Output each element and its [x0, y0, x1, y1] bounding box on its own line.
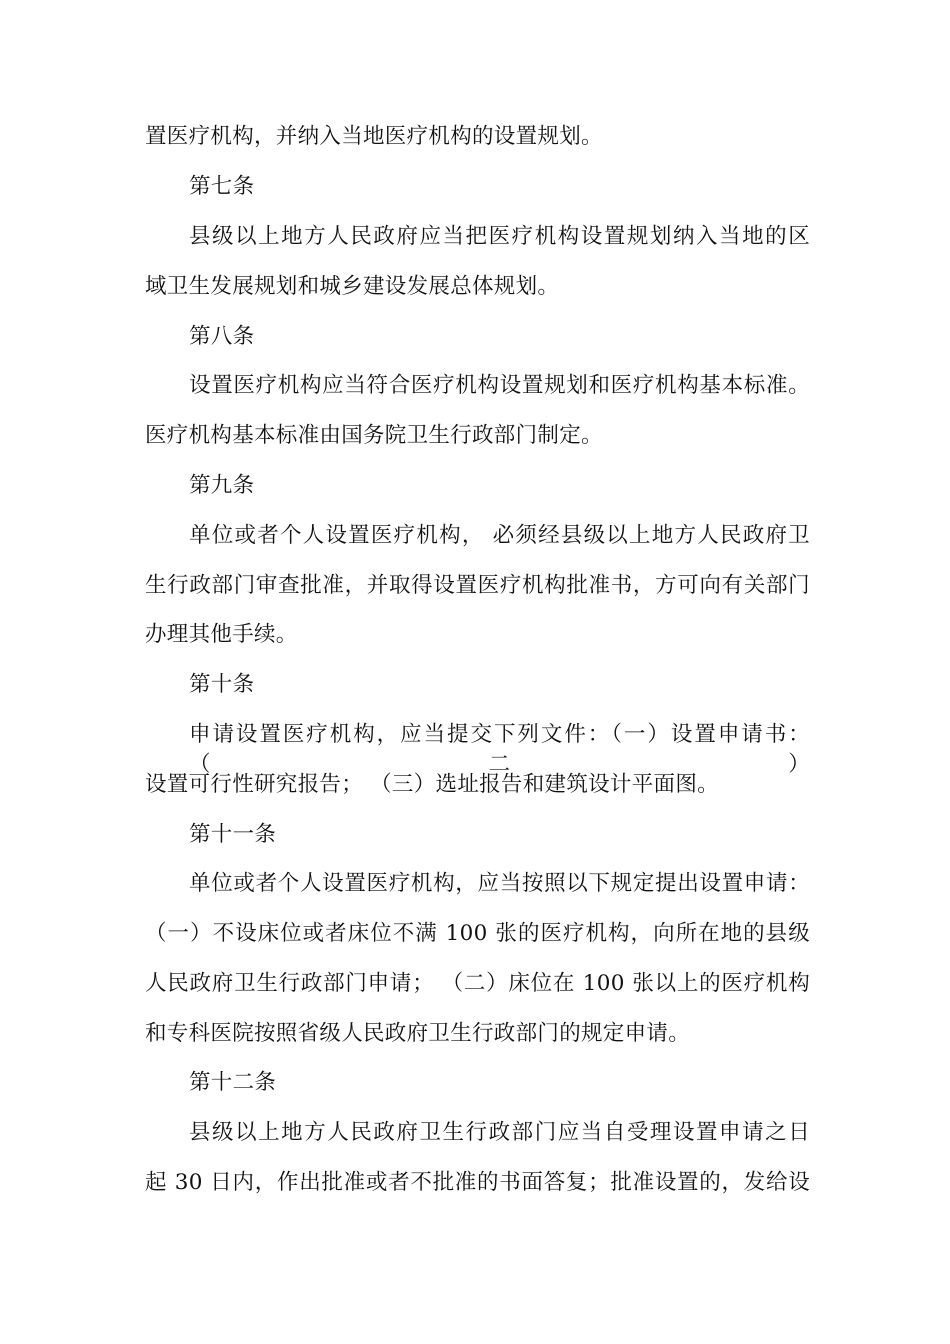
- article-7-line-2: 域卫生发展规划和城乡建设发展总体规划。: [145, 274, 560, 299]
- article-8-line-2: 医疗机构基本标准由国务院卫生行政部门制定。: [145, 423, 603, 448]
- article-heading-9: 第九条: [189, 473, 255, 498]
- article-9-line-2: 生行政部门审查批准，并取得设置医疗机构批准书，方可向有关部门: [145, 573, 810, 598]
- article-12-line-2: 起 30 日内，作出批准或者不批准的书面答复；批准设置的，发给设: [145, 1170, 810, 1195]
- article-7-line-1: 县级以上地方人民政府应当把医疗机构设置规划纳入当地的区: [189, 224, 810, 249]
- article-10-line-1: 申请设置医疗机构，应当提交下列文件：（一）设置申请书：（二）: [189, 722, 810, 777]
- text-line-continuation: 置医疗机构，并纳入当地医疗机构的设置规划。: [145, 124, 603, 149]
- article-heading-11: 第十一条: [189, 822, 277, 847]
- article-11-line-1: 单位或者个人设置医疗机构，应当按照以下规定提出设置申请：: [189, 871, 810, 896]
- article-9-line-3: 办理其他手续。: [145, 622, 298, 647]
- article-10-line-2: 设置可行性研究报告； （三）选址报告和建筑设计平面图。: [145, 772, 719, 797]
- article-heading-7: 第七条: [189, 174, 255, 199]
- article-heading-12: 第十二条: [189, 1070, 277, 1095]
- article-9-line-1: 单位或者个人设置医疗机构， 必须经县级以上地方人民政府卫: [189, 523, 810, 548]
- article-11-line-3: 人民政府卫生行政部门申请； （二）床位在 100 张以上的医疗机构: [145, 971, 810, 996]
- article-12-line-1: 县级以上地方人民政府卫生行政部门应当自受理设置申请之日: [189, 1120, 810, 1145]
- article-8-line-1: 设置医疗机构应当符合医疗机构设置规划和医疗机构基本标准。: [189, 373, 810, 398]
- article-11-line-2: （一）不设床位或者床位不满 100 张的医疗机构，向所在地的县级: [145, 921, 810, 946]
- article-heading-8: 第八条: [189, 324, 255, 349]
- article-11-line-4: 和专科医院按照省级人民政府卫生行政部门的规定申请。: [145, 1021, 691, 1046]
- article-heading-10: 第十条: [189, 672, 255, 697]
